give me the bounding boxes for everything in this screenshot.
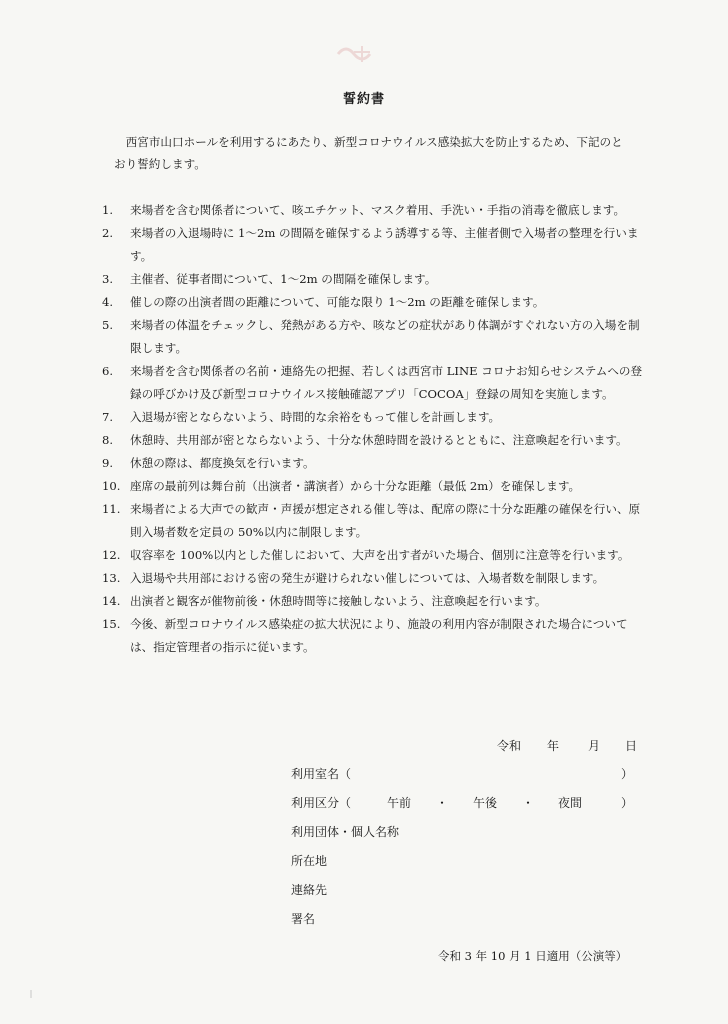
list-item [102, 498, 647, 544]
list-item [102, 429, 647, 452]
item-text: 今後、新型コロナウイルス感染症の拡大状況により、施設の利用内容が制限された場合については、指定管理者の指示に従います。 [130, 617, 628, 654]
document-title: 誓約書 [342, 92, 385, 107]
list-item [102, 291, 647, 314]
scan-speck [30, 990, 32, 998]
item-text: 休憩の際は、都度換気を行います。 [130, 456, 315, 470]
signature-label: 署名 [291, 912, 316, 926]
item-number: 5. [102, 318, 114, 332]
list-item [102, 314, 647, 360]
item-text: 入退場や共用部における密の発生が避けられない催しについては、入場者数を制限します。 [130, 571, 605, 585]
usage-category-close: ） [621, 796, 634, 810]
list-item [102, 475, 647, 498]
item-number: 15. [102, 617, 121, 631]
item-number: 4. [102, 295, 114, 309]
option-night: 夜間 [558, 796, 583, 810]
item-text: 催しの際の出演者間の距離について、可能な限り 1～2m の距離を確保します。 [130, 295, 545, 309]
item-text: 来場者の入退場時に 1～2m の間隔を確保するよう誘導する等、主催者側で入場者の整理を行います。 [130, 226, 639, 263]
item-text: 来場者による大声での歓声・声援が想定される催し等は、配席の際に十分な距離の確保を行い、原則入場者数を定員の 50%以内に制限します。 [130, 502, 641, 539]
room-name-label: 利用室名（ [291, 767, 352, 781]
item-number: 14. [102, 594, 121, 608]
date-year-field: 年 [547, 739, 560, 753]
list-item [102, 613, 647, 659]
item-text: 主催者、従事者間について、1～2m の間隔を確保します。 [130, 272, 437, 286]
item-text: 来場者を含む関係者の名前・連絡先の把握、若しくは西宮市 LINE コロナお知らせシステムへの登録の呼びかけ及び新型コロナウイルス接触確認アプリ「COCOA」登録の周知を実施します。 [130, 364, 643, 401]
item-number: 2. [102, 226, 114, 240]
date-month-field: 月 [588, 739, 601, 753]
item-text: 座席の最前列は舞台前（出演者・講演者）から十分な距離（最低 2m）を確保します。 [130, 479, 581, 493]
option-morning: 午前 [387, 796, 412, 810]
list-item [102, 590, 647, 613]
item-text: 収容率を 100%以内とした催しにおいて、大声を出す者がいた場合、個別に注意等を行います。 [130, 548, 630, 562]
item-number: 8. [102, 433, 114, 447]
list-item [102, 544, 647, 567]
list-item [102, 222, 647, 268]
effective-date-note: 令和 3 年 10 月 1 日適用（公演等） [438, 949, 628, 963]
list-item [102, 268, 647, 291]
pledge-list [102, 199, 647, 659]
item-number: 11. [102, 502, 121, 516]
intro-paragraph: 西宮市山口ホールを利用するにあたり、新型コロナウイルス感染拡大を防止するため、下記のとおり誓約します。 [114, 135, 623, 171]
option-afternoon: 午後 [473, 796, 498, 810]
date-day-field: 日 [625, 739, 638, 753]
faded-stamp-mark [332, 40, 392, 66]
list-item [102, 567, 647, 590]
list-item [102, 199, 647, 222]
item-number: 12. [102, 548, 121, 562]
item-number: 7. [102, 410, 114, 424]
item-text: 休憩時、共用部が密とならないよう、十分な休憩時間を設けるとともに、注意喚起を行います。 [130, 433, 628, 447]
item-number: 9. [102, 456, 114, 470]
item-text: 来場者の体温をチェックし、発熱がある方や、咳などの症状があり体調がすぐれない方の入場を制限します。 [130, 318, 640, 355]
item-number: 6. [102, 364, 114, 378]
item-text: 入退場が密とならないよう、時間的な余裕をもって催しを計画します。 [130, 410, 501, 424]
item-text: 出演者と観客が催物前後・休憩時間等に接触しないよう、注意喚起を行います。 [130, 594, 547, 608]
list-item [102, 360, 647, 406]
contact-label: 連絡先 [291, 883, 328, 897]
organization-name-label: 利用団体・個人名称 [291, 825, 400, 839]
separator-dot: ・ [436, 796, 449, 810]
item-number: 3. [102, 272, 114, 286]
separator-dot: ・ [522, 796, 535, 810]
usage-category-label: 利用区分（ [291, 796, 352, 810]
address-label: 所在地 [291, 854, 328, 868]
item-number: 10. [102, 479, 121, 493]
item-number: 1. [102, 203, 114, 217]
date-era: 令和 [497, 739, 522, 753]
item-number: 13. [102, 571, 121, 585]
item-text: 来場者を含む関係者について、咳エチケット、マスク着用、手洗い・手指の消毒を徹底します。 [130, 203, 626, 217]
room-name-close: ） [621, 767, 634, 781]
list-item [102, 406, 647, 429]
list-item [102, 452, 647, 475]
